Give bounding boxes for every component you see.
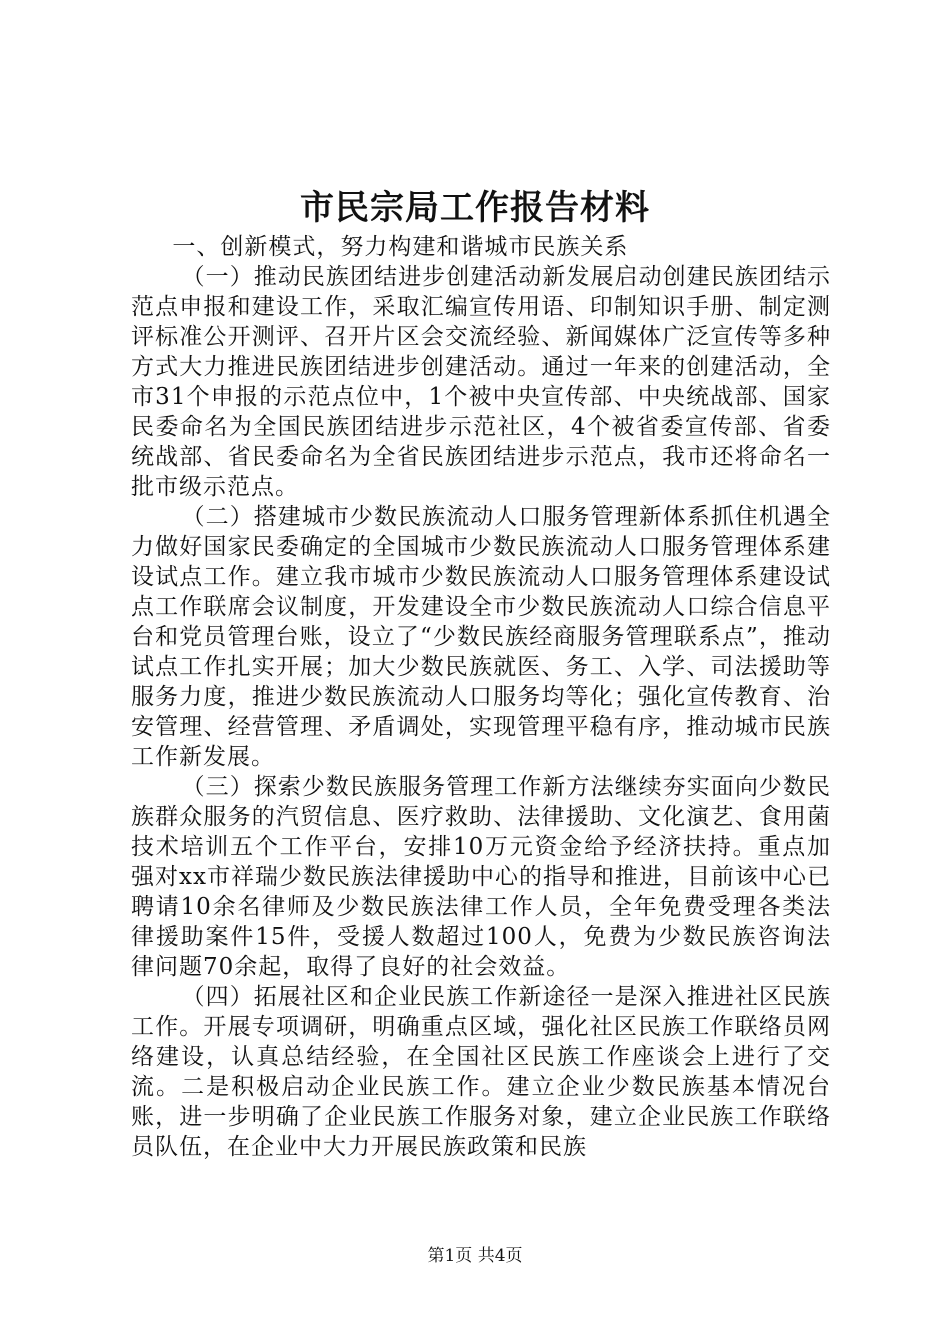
section-heading: 一、创新模式，努力构建和谐城市民族关系 [172,234,629,260]
document-body [131,232,831,1162]
paragraph-1: （一）推动民族团结进步创建活动新发展启动创建民族团结示范点申报和建设工作，采取汇编宣传用语、印制知识手册、制定测评标准公开测评、召开片区会交流经验、新闻媒体广泛宣传等多种方式大力推进民族团结进步创建活动。通过一年来的创建活动，全市31个申报的示范点位中，1个被中央宣传部、中央统战部、国家民委命名为全国民族团结进步示范社区，4个被省委宣传部、省委统战部、省民委命名为全省民族团结进步示范点，我市还将命名一批市级示范点。 [131,264,831,500]
document-title: 市民宗局工作报告材料 [300,188,650,228]
page-footer: 第1页 共4页 [427,1246,523,1266]
paragraph-4: （四）拓展社区和企业民族工作新途径一是深入推进社区民族工作。开展专项调研，明确重点区域，强化社区民族工作联络员网络建设，认真总结经验，在全国社区民族工作座谈会上进行了交流。二是积极启动企业民族工作。建立企业少数民族基本情况台账，进一步明确了企业民族工作服务对象，建立企业民族工作联络员队伍，在企业中大力开展民族政策和民族 [131,984,831,1160]
paragraph-2: （二）搭建城市少数民族流动人口服务管理新体系抓住机遇全力做好国家民委确定的全国城市少数民族流动人口服务管理体系建设试点工作。建立我市城市少数民族流动人口服务管理体系建设试点工作联席会议制度，开发建设全市少数民族流动人口综合信息平台和党员管理台账，设立了“少数民族经商服务管理联系点”，推动试点工作扎实开展；加大少数民族就医、务工、入学、司法援助等服务力度，推进少数民族流动人口服务均等化；强化宣传教育、治安管理、经营管理、矛盾调处，实现管理平稳有序，推动城市民族工作新发展。 [131,504,831,770]
paragraph-3: （三）探索少数民族服务管理工作新方法继续夯实面向少数民族群众服务的汽贸信息、医疗救助、法律援助、文化演艺、食用菌技术培训五个工作平台，安排10万元资金给予经济扶持。重点加强对xx市祥瑞少数民族法律援助中心的指导和推进，目前该中心已聘请10余名律师及少数民族法律工作人员，全年免费受理各类法律援助案件15件，受援人数超过100人，免费为少数民族咨询法律问题70余起，取得了良好的社会效益。 [131,774,831,980]
